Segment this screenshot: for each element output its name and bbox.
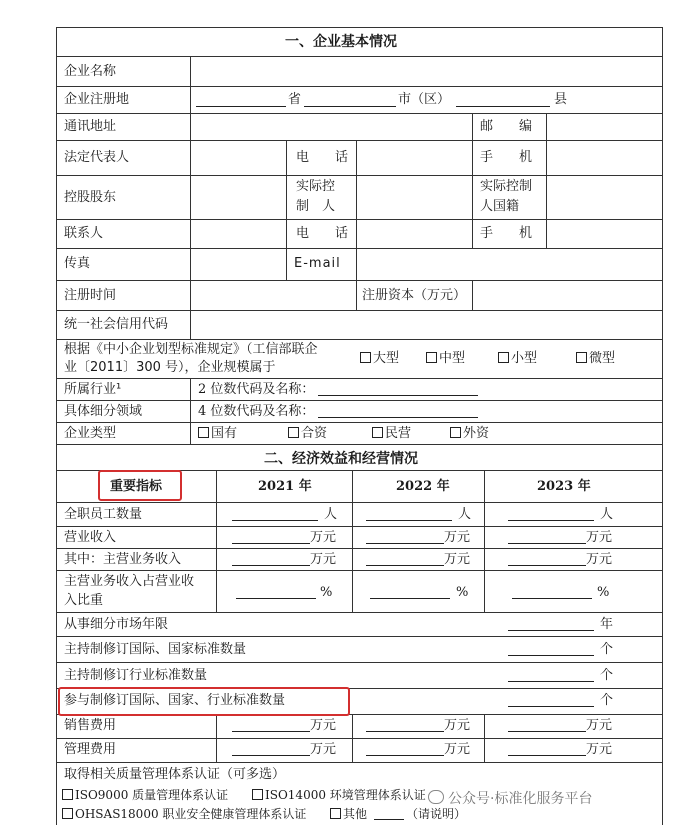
mobile2-label: 手 机	[480, 226, 533, 241]
section2-title: 二、经济效益和经营情况	[264, 451, 418, 467]
revenue-2023-field[interactable]	[508, 543, 586, 544]
sub-field-code-label: 4 位数代码及名称：	[198, 404, 315, 419]
city-field[interactable]	[304, 106, 396, 107]
row-label-revenue: 营业收入	[64, 530, 117, 545]
table-border-top	[56, 27, 663, 28]
row-label-employees: 全职员工数量	[64, 507, 143, 522]
phone2-label: 电 话	[296, 226, 349, 241]
row-label-host-national: 主持制修订国际、国家标准数量	[64, 642, 247, 657]
address-label: 通讯地址	[64, 119, 117, 134]
fax-label: 传真	[64, 256, 91, 271]
checkbox-icon	[498, 352, 509, 363]
unit-employees-2023: 人	[600, 507, 614, 522]
key-indicators-label: 重要指标	[110, 479, 163, 494]
unit-admin-expense-2022: 万元	[444, 742, 471, 757]
row-label-sales-expense: 销售费用	[64, 718, 117, 733]
sub-field-label: 具体细分领域	[64, 404, 143, 419]
unit-main-revenue-2023: 万元	[586, 552, 613, 567]
checkbox-icon	[372, 427, 383, 438]
row-label-years: 从事细分市场年限	[64, 617, 169, 632]
industry-code-field[interactable]	[318, 395, 478, 396]
unit-employees-2021: 人	[324, 507, 338, 522]
scale-option-micro[interactable]: 微型	[576, 351, 615, 367]
phone-label: 电 话	[296, 150, 349, 165]
checkbox-icon	[62, 808, 73, 819]
wechat-icon	[428, 790, 444, 804]
watermark: 公众号·标准化服务平台	[428, 788, 592, 808]
table-border-right	[662, 27, 663, 825]
table-border-left	[56, 27, 57, 825]
scale-option-small[interactable]: 小型	[498, 351, 537, 367]
cert-option-other[interactable]: 其他	[330, 806, 367, 822]
checkbox-icon	[288, 427, 299, 438]
main-revenue-2022-field[interactable]	[366, 565, 444, 566]
year-2022-header: 2022 年	[396, 479, 450, 494]
row-label-participate: 参与制修订国际、国家、行业标准数量	[64, 693, 286, 708]
controller-label: 控股股东	[64, 190, 117, 205]
years-field[interactable]	[508, 630, 594, 631]
type-option-jv[interactable]: 合资	[288, 426, 327, 442]
unit-ratio-2022: %	[456, 585, 469, 600]
unit-ratio-2021: %	[320, 585, 333, 600]
unit-main-revenue-2022: 万元	[444, 552, 471, 567]
highlight-box-participate	[58, 687, 350, 716]
cert-option-iso14000[interactable]: ISO14000 环境管理体系认证	[252, 787, 426, 803]
unit-admin-expense-2021: 万元	[310, 742, 337, 757]
county-field[interactable]	[456, 106, 550, 107]
reg-place-label: 企业注册地	[64, 92, 130, 107]
city-label: 市（区）	[398, 92, 451, 107]
unit-employees-2022: 人	[458, 507, 472, 522]
company-name-label: 企业名称	[64, 64, 117, 79]
cert-option-iso9000[interactable]: ISO9000 质量管理体系认证	[62, 787, 228, 803]
employees-2023-field[interactable]	[508, 520, 594, 521]
contact-label: 联系人	[64, 226, 104, 241]
cert-title: 取得相关质量管理体系认证（可多选）	[64, 767, 286, 782]
highlight-box-key-indicators	[98, 470, 182, 501]
checkbox-icon	[426, 352, 437, 363]
unit-main-revenue-2021: 万元	[310, 552, 337, 567]
controller-nationality-label-1: 实际控制	[480, 179, 533, 194]
controller-nationality-label-2: 人国籍	[480, 199, 520, 214]
row-label-ratio-1: 主营业务收入占营业收	[64, 574, 195, 589]
email-label: E-mail	[294, 256, 341, 271]
year-2021-header: 2021 年	[258, 479, 312, 494]
unit-ratio-2023: %	[597, 585, 610, 600]
scale-text-line2: 业〔2011〕300 号），企业规模属于	[64, 360, 276, 375]
industry-label: 所属行业¹	[64, 382, 122, 397]
sales-expense-2023-field[interactable]	[508, 731, 586, 732]
checkbox-icon	[330, 808, 341, 819]
row-label-ratio-2: 入比重	[64, 593, 104, 608]
row-label-host-industry: 主持制修订行业标准数量	[64, 668, 208, 683]
checkbox-icon	[576, 352, 587, 363]
checkbox-icon	[62, 789, 73, 800]
county-label: 县	[554, 92, 568, 107]
unit-sales-expense-2022: 万元	[444, 718, 471, 733]
sub-field-code-field[interactable]	[318, 417, 478, 418]
unit-host-industry: 个	[600, 668, 614, 683]
employees-2022-field[interactable]	[366, 520, 452, 521]
scale-option-medium[interactable]: 中型	[426, 351, 465, 367]
checkbox-icon	[450, 427, 461, 438]
host-national-field[interactable]	[508, 655, 594, 656]
unit-participate: 个	[600, 693, 614, 708]
unit-sales-expense-2021: 万元	[310, 718, 337, 733]
unit-revenue-2023: 万元	[586, 530, 613, 545]
ratio-2022-field[interactable]	[370, 598, 450, 599]
checkbox-icon	[198, 427, 209, 438]
ratio-2023-field[interactable]	[512, 598, 592, 599]
row-label-admin-expense: 管理费用	[64, 742, 117, 757]
ratio-2021-field[interactable]	[236, 598, 316, 599]
revenue-2021-field[interactable]	[232, 543, 310, 544]
scale-text-line1: 根据《中小企业划型标准规定》（工信部联企	[64, 342, 318, 357]
row-label-main-revenue: 其中：主营业务收入	[64, 552, 182, 567]
admin-expense-2021-field[interactable]	[232, 755, 310, 756]
mobile-label: 手 机	[480, 150, 533, 165]
reg-time-label: 注册时间	[64, 288, 117, 303]
participate-field[interactable]	[508, 706, 594, 707]
year-2023-header: 2023 年	[537, 479, 591, 494]
actual-controller-label-2: 制 人	[296, 199, 336, 214]
main-revenue-2023-field[interactable]	[508, 565, 586, 566]
company-type-label: 企业类型	[64, 426, 117, 441]
unit-admin-expense-2023: 万元	[586, 742, 613, 757]
province-label: 省	[288, 92, 302, 107]
revenue-2022-field[interactable]	[366, 543, 444, 544]
employees-2021-field[interactable]	[232, 520, 318, 521]
admin-expense-2022-field[interactable]	[366, 755, 444, 756]
cert-option-ohsas18000[interactable]: OHSAS18000 职业安全健康管理体系认证	[62, 806, 306, 822]
unit-sales-expense-2023: 万元	[586, 718, 613, 733]
unit-revenue-2021: 万元	[310, 530, 337, 545]
sales-expense-2021-field[interactable]	[232, 731, 310, 732]
section1-title: 一、企业基本情况	[285, 34, 397, 50]
postcode-label: 邮 编	[480, 119, 533, 134]
main-revenue-2021-field[interactable]	[232, 565, 310, 566]
province-field[interactable]	[196, 106, 286, 107]
type-option-foreign[interactable]: 外资	[450, 426, 489, 442]
cert-other-note: （请说明）	[406, 807, 467, 821]
scale-option-large[interactable]: 大型	[360, 351, 399, 367]
type-option-private[interactable]: 民营	[372, 426, 411, 442]
reg-capital-label: 注册资本（万元）	[362, 288, 467, 303]
industry-code-label: 2 位数代码及名称：	[198, 382, 315, 397]
legal-rep-label: 法定代表人	[64, 150, 130, 165]
cert-other-field[interactable]	[374, 819, 404, 820]
credit-code-label: 统一社会信用代码	[64, 317, 169, 332]
unit-host-national: 个	[600, 642, 614, 657]
admin-expense-2023-field[interactable]	[508, 755, 586, 756]
actual-controller-label-1: 实际控	[296, 179, 336, 194]
checkbox-icon	[252, 789, 263, 800]
checkbox-icon	[360, 352, 371, 363]
host-industry-field[interactable]	[508, 681, 594, 682]
unit-revenue-2022: 万元	[444, 530, 471, 545]
type-option-state[interactable]: 国有	[198, 426, 237, 442]
sales-expense-2022-field[interactable]	[366, 731, 444, 732]
unit-years: 年	[600, 617, 614, 632]
